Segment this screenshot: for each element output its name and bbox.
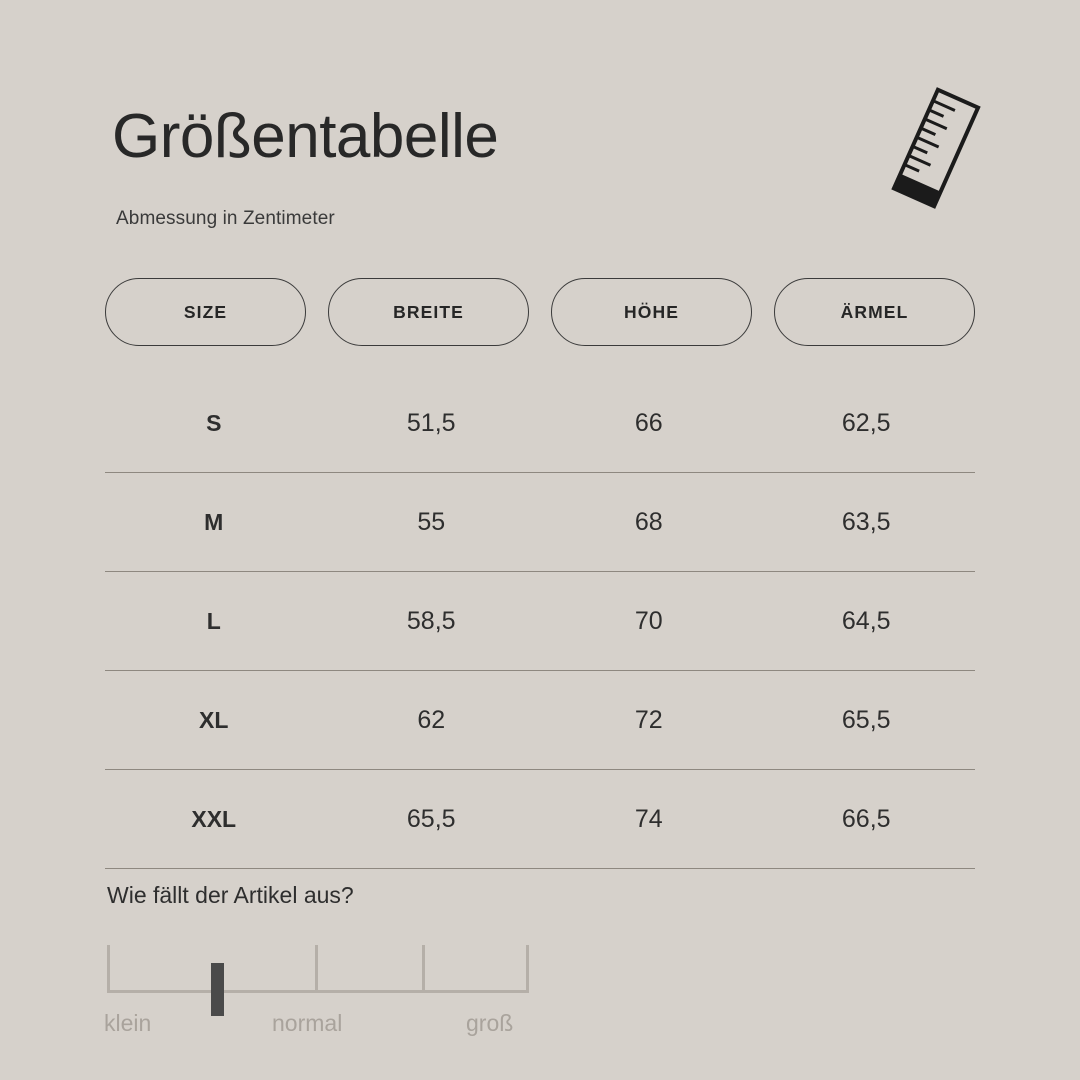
cell-breite: 62 — [417, 705, 446, 734]
size-table — [105, 278, 975, 869]
scale-label-normal: normal — [272, 1010, 343, 1036]
scale-label-large: groß — [466, 1010, 514, 1036]
cell-size: S — [206, 409, 222, 436]
scale-tick-third — [422, 945, 425, 993]
cell-breite: 51,5 — [406, 408, 456, 437]
table-row — [105, 572, 975, 671]
ruler-icon — [876, 86, 996, 211]
cell-hoehe: 70 — [634, 606, 663, 635]
fit-scale-labels — [104, 1010, 574, 1046]
cell-hoehe: 72 — [634, 705, 663, 734]
cell-size: L — [206, 607, 221, 634]
column-header-hoehe: HÖHE — [551, 278, 752, 346]
cell-aermel: 66,5 — [841, 804, 891, 833]
scale-tick-start — [107, 945, 110, 993]
table-row — [105, 473, 975, 572]
scale-tick-middle — [315, 945, 318, 993]
cell-aermel: 62,5 — [841, 408, 891, 437]
table-row — [105, 671, 975, 770]
scale-baseline — [107, 990, 529, 993]
table-header-row — [105, 278, 975, 346]
cell-aermel: 65,5 — [841, 705, 891, 734]
column-header-aermel: ÄRMEL — [774, 278, 975, 346]
cell-breite: 55 — [417, 507, 446, 536]
cell-aermel: 63,5 — [841, 507, 891, 536]
column-header-size: SIZE — [105, 278, 306, 346]
cell-size: XXL — [191, 805, 237, 832]
cell-hoehe: 66 — [634, 408, 663, 437]
cell-aermel: 64,5 — [841, 606, 891, 635]
scale-tick-end — [526, 945, 529, 993]
cell-hoehe: 74 — [634, 804, 663, 833]
column-header-breite: BREITE — [328, 278, 529, 346]
table-body — [105, 374, 975, 869]
cell-size: XL — [199, 706, 229, 733]
scale-label-small: klein — [104, 1010, 152, 1036]
cell-hoehe: 68 — [634, 507, 663, 536]
page-title: Größentabelle — [112, 102, 499, 171]
cell-breite: 65,5 — [406, 804, 456, 833]
table-row — [105, 770, 975, 869]
fit-question-label: Wie fällt der Artikel aus? — [107, 882, 354, 908]
cell-breite: 58,5 — [406, 606, 456, 635]
page-subtitle: Abmessung in Zentimeter — [116, 208, 335, 229]
fit-scale-marker — [211, 963, 224, 1016]
cell-size: M — [204, 508, 224, 535]
fit-scale — [107, 945, 529, 1001]
table-row — [105, 374, 975, 473]
